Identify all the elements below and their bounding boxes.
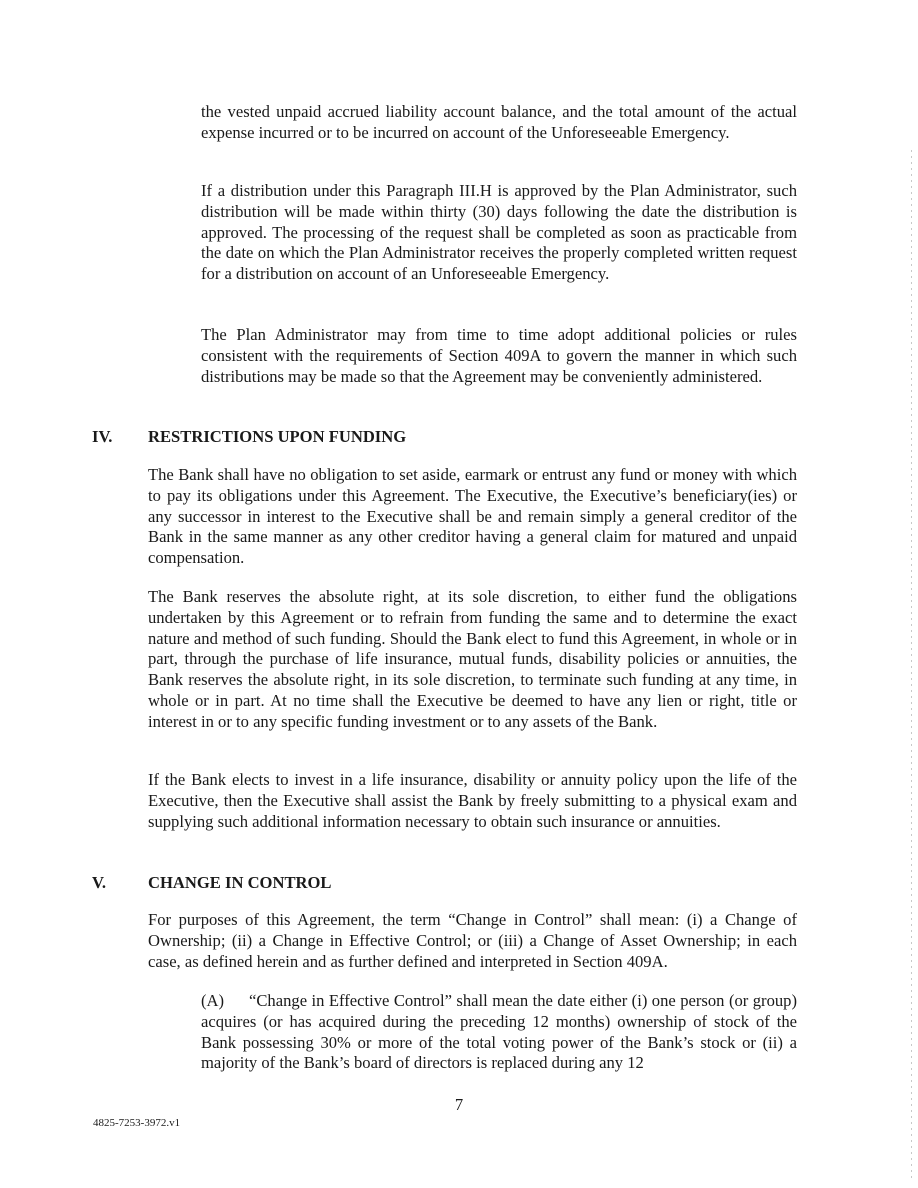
paragraph-no-obligation: The Bank shall have no obligation to set aside, earmark or entrust any fund or money with which to pay its obligations under this Agreement. The Executive, the Executive’s beneficiary(ies) or any successor in interest to the Executive shall be and remain simply a general creditor of the Bank in the same manner as any other creditor having a general claim for matured and unpaid compensation. [148, 465, 797, 568]
paragraph-reserves-right: The Bank reserves the absolute right, at its sole discretion, to either fund the obligations undertaken by this Agreement or to refrain from funding the same and to determine the exact nature and method of such funding. Should the Bank elect to fund this Agreement, in whole or in part, through the purchase of life insurance, mutual funds, disability policies or annuities, the Bank reserves the absolute right, in its sole discretion, to terminate such funding at any time, in whole or in part. At no time shall the Executive be deemed to have any lien or right, title or interest in or to any specific funding investment or to any assets of the Bank. [148, 587, 797, 731]
section-title-funding: RESTRICTIONS UPON FUNDING [148, 427, 407, 446]
paragraph-insurance-exam: If the Bank elects to invest in a life insurance, disability or annuity policy upon the life of the Executive, then the Executive shall assist the Bank by freely submitting to a physical exam and supplying such additional information necessary to obtain such insurance or annuities. [148, 770, 797, 831]
page-edge-mark [911, 150, 912, 1180]
section-number-iv: IV. [92, 427, 113, 446]
paragraph-plan-admin-policies: The Plan Administrator may from time to time adopt additional policies or rules consistent with the requirements of Section 409A to govern the manner in which such distributions may be made so that the Agreement may be conveniently administered. [201, 325, 797, 386]
section-number-v: V. [92, 873, 106, 892]
paragraph-distribution-approval: If a distribution under this Paragraph III.H is approved by the Plan Administrator, such distribution will be made within thirty (30) days following the date the distribution is approved. The processing of the request shall be completed as soon as practicable from the date on which the Plan Administrator receives the properly completed written request for a distribution on account of an Unforeseeable Emergency. [201, 181, 797, 284]
document-id: 4825-7253-3972.v1 [93, 1117, 181, 1129]
subsection-a-label: (A) [201, 991, 225, 1010]
page-number: 7 [454, 1095, 464, 1114]
paragraph-change-control-def: For purposes of this Agreement, the term “Change in Control” shall mean: (i) a Change of Ownership; (ii) a Change in Effective Control; or (iii) a Change of Asset Ownership; in each case, as defined herein and as further defined and interpreted in Section 409A. [148, 910, 797, 971]
paragraph-continued: the vested unpaid accrued liability account balance, and the total amount of the actual expense incurred or to be incurred on account of the Unforeseeable Emergency. [201, 102, 797, 142]
section-title-change-control: CHANGE IN CONTROL [148, 873, 332, 892]
subsection-a-text: “Change in Effective Control” shall mean the date either (i) one person (or group) acquires (or has acquired during the preceding 12 months) ownership of stock of the Bank possessing 30% or more of the total voting power of the Bank’s stock or (ii) a majority of the Bank’s board of directors is replaced during any 12 [201, 991, 797, 1073]
subsection-a [201, 991, 797, 1074]
